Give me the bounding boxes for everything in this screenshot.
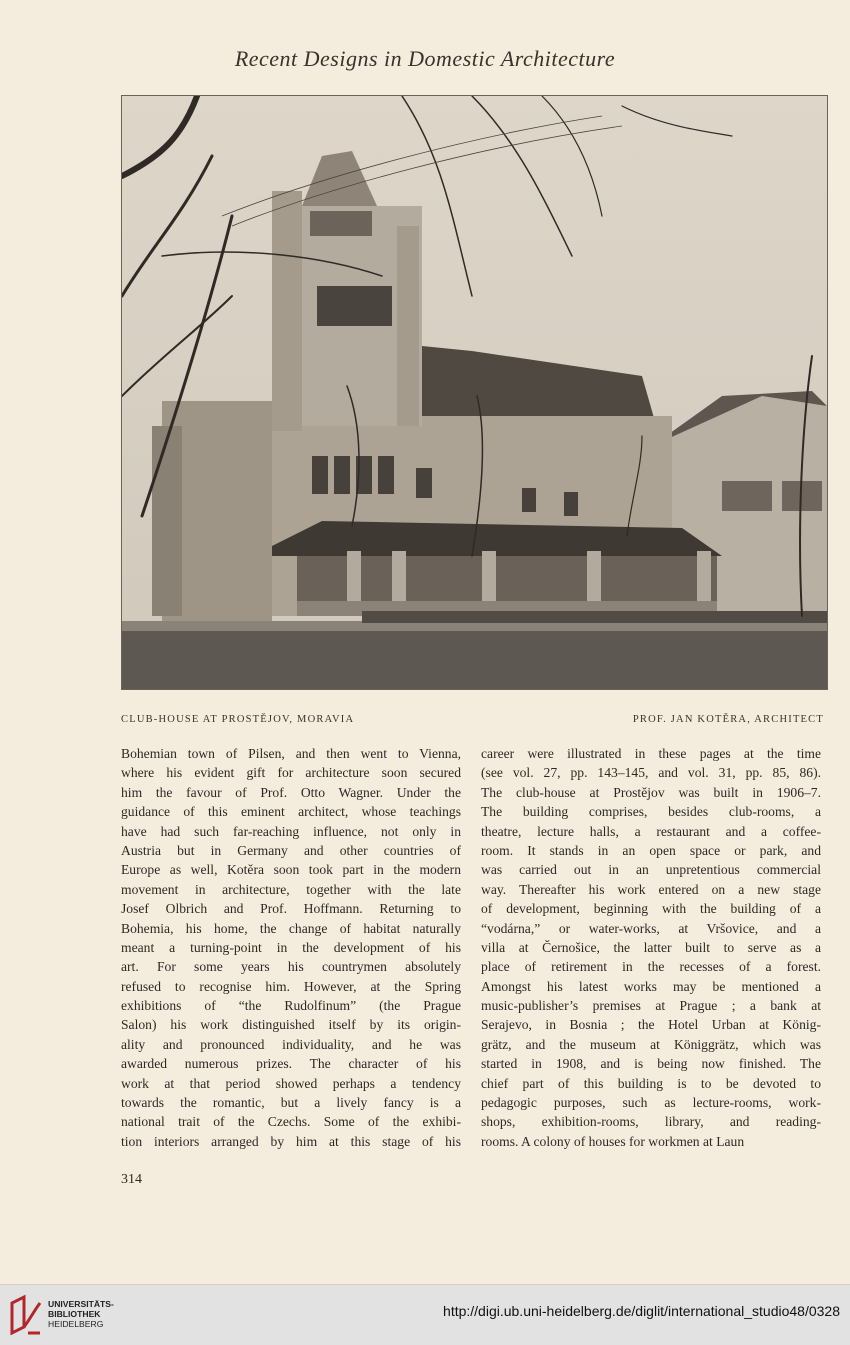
figure-caption-credit: PROF. JAN KOTĚRA, ARCHITECT	[632, 714, 824, 725]
source-url-link[interactable]: http://digi.ub.uni-heidelberg.de/diglit/international_studio48/0328	[443, 1303, 840, 1319]
text-line: The club-house at Prostějov was built in 1906–7.	[481, 784, 821, 800]
library-name-line: BIBLIOTHEK	[48, 1309, 101, 1319]
text-line: guidance of this eminent architect, whose teachings	[121, 804, 461, 820]
running-head: Recent Designs in Domestic Architecture	[234, 46, 616, 71]
text-line: national trait of the Czechs. Some of the exhibi-	[121, 1114, 461, 1130]
text-line: Europe as well, Kotěra soon took part in the modern	[121, 862, 461, 878]
text-line: refused to recognise him. However, at the Spring	[121, 978, 461, 994]
text-line: towards the romantic, but a lively fancy is a	[121, 1095, 461, 1111]
text-line: Amongst his latest works may be mentioned a	[481, 978, 821, 994]
library-logo-icon	[8, 1293, 44, 1337]
text-line: shops, exhibition-rooms, library, and reading-	[481, 1114, 821, 1130]
text-line: was carried out in an unpretentious commercial	[481, 862, 821, 878]
text-line: exhibitions of “the Rudolfinum” (the Prague	[121, 998, 461, 1014]
text-line: tion interiors arranged by him at this stage of his	[121, 1133, 461, 1149]
text-line: him the favour of Prof. Otto Wagner. Under the	[121, 784, 461, 800]
text-line: where his evident gift for architecture soon secured	[121, 765, 461, 781]
text-line: work at that period showed perhaps a tendency	[121, 1075, 461, 1091]
library-name	[48, 1299, 114, 1329]
text-line: have had such far-reaching influence, not only in	[121, 823, 461, 839]
text-line: chief part of this building is to be devoted to	[481, 1075, 821, 1091]
text-line: “vodárna,” or water-works, at Vršovice, and a	[481, 920, 821, 936]
text-line: Serajevo, in Bosnia ; the Hotel Urban at König-	[481, 1017, 821, 1033]
text-line: Josef Olbrich and Prof. Hoffmann. Returning to	[121, 901, 461, 917]
text-line: (see vol. 27, pp. 143–145, and vol. 31, pp. 85, 86).	[481, 765, 821, 781]
text-line: theatre, lecture halls, a restaurant and a coffee-	[481, 823, 821, 839]
viewer-footer	[0, 1284, 850, 1345]
figure-caption-title: CLUB-HOUSE AT PROSTĚJOV, MORAVIA	[121, 714, 355, 725]
text-line: started in 1908, and is being now finished. The	[481, 1056, 821, 1072]
text-line: meant a turning-point in the development of his	[121, 939, 461, 955]
text-line: The building comprises, besides club-rooms, a	[481, 804, 821, 820]
text-line: Bohemian town of Pilsen, and then went to Vienna,	[121, 746, 461, 761]
text-line: art. For some years his countrymen absolutely	[121, 959, 461, 975]
text-line: rooms. A colony of houses for workmen at Laun	[481, 1133, 745, 1149]
library-name-line: UNIVERSITÄTS-	[48, 1299, 114, 1309]
club-house-illustration	[122, 96, 827, 689]
text-line: ality and pronounced individuality, and he was	[121, 1036, 461, 1052]
text-line: grätz, and the museum at Königgrätz, which was	[481, 1036, 821, 1052]
library-name-line: HEIDELBERG	[48, 1319, 104, 1329]
text-line: villa at Černošice, the latter built to serve as a	[481, 939, 821, 955]
text-line: Bohemia, his home, the change of habitat naturally	[121, 920, 461, 936]
text-line: Austria but in Germany and other countries of	[121, 842, 461, 858]
text-line: of development, beginning with the building of a	[481, 901, 821, 917]
text-line: pedagogic purposes, such as lecture-rooms, work-	[481, 1095, 821, 1111]
text-line: way. Thereafter his work entered on a new stage	[481, 881, 821, 897]
text-line: career were illustrated in these pages at the time	[481, 746, 821, 761]
text-line: place of retirement in the recesses of a forest.	[481, 959, 821, 975]
text-line: music-publisher’s premises at Prague ; a bank at	[481, 998, 821, 1014]
building-photograph	[121, 95, 828, 690]
text-line: awarded numerous prizes. The character of his	[121, 1056, 461, 1072]
text-line: Salon) his work distinguished itself by its origin-	[121, 1017, 461, 1033]
text-column-left	[121, 744, 461, 1151]
text-column-right	[481, 744, 821, 1151]
text-line: room. It stands in an open space or park, and	[481, 842, 821, 858]
text-line: movement in architecture, together with the late	[121, 881, 461, 897]
page-number: 314	[121, 1172, 142, 1187]
